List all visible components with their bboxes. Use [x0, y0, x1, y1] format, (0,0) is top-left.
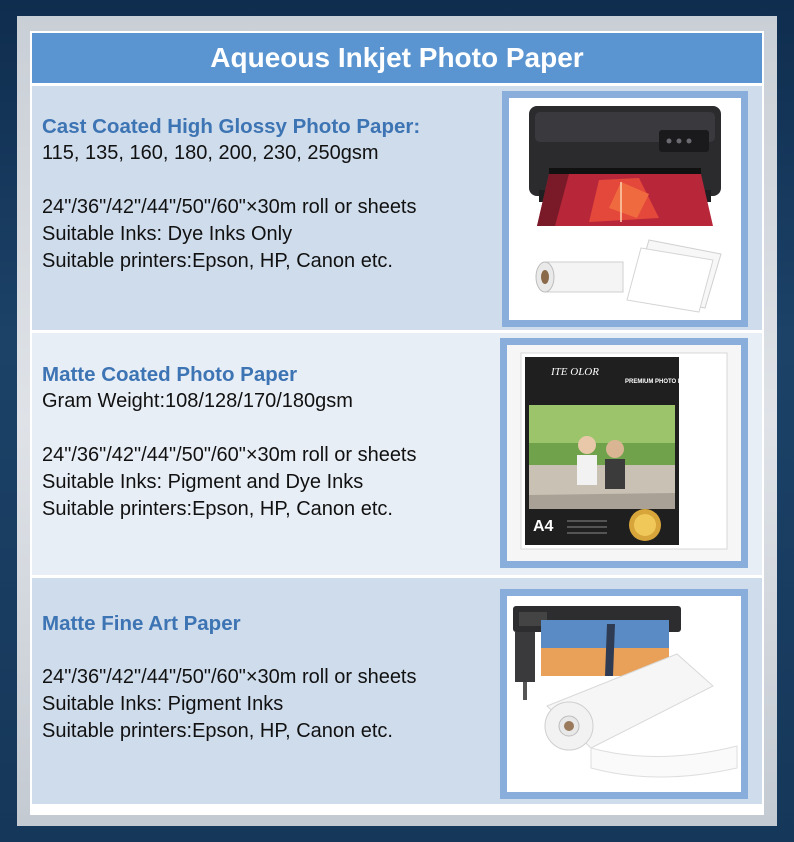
product-title: Matte Fine Art Paper	[42, 612, 241, 635]
product-text	[42, 113, 512, 275]
page-title: Aqueous Inkjet Photo Paper	[32, 33, 762, 83]
product-inks: Suitable Inks: Pigment and Dye Inks	[42, 471, 364, 493]
product-printers: Suitable printers:Epson, HP, Canon etc.	[42, 498, 393, 520]
wide-format-printer-roll-icon	[500, 589, 748, 799]
product-title: Cast Coated High Glossy Photo Paper:	[42, 115, 421, 138]
printer-with-photo-roll-icon	[502, 91, 748, 327]
product-row-matte-coated	[32, 333, 762, 575]
package-label: PREMIUM PHOTO PAPER	[625, 379, 699, 385]
package-brand: ITE OLOR	[551, 366, 599, 378]
product-inks: Suitable Inks: Pigment Inks	[42, 693, 284, 715]
product-printers: Suitable printers:Epson, HP, Canon etc.	[42, 720, 393, 742]
product-weights: 115, 135, 160, 180, 200, 230, 250gsm	[42, 142, 379, 164]
product-row-fine-art	[32, 578, 762, 804]
product-inks: Suitable Inks: Dye Inks Only	[42, 223, 293, 245]
outer-frame	[17, 16, 777, 826]
product-printers: Suitable printers:Epson, HP, Canon etc.	[42, 250, 393, 272]
product-row-glossy	[32, 86, 762, 330]
svg-text:PREMIUM PHOTO PAPER	[625, 379, 699, 385]
photo-paper-package-icon	[500, 338, 748, 568]
product-size: 24"/36"/42"/44"/50"/60"×30m roll or sheets	[42, 444, 417, 466]
product-size: 24"/36"/42"/44"/50"/60"×30m roll or sheets	[42, 666, 417, 688]
content-panel	[30, 31, 764, 815]
product-size: 24"/36"/42"/44"/50"/60"×30m roll or sheets	[42, 196, 417, 218]
product-weights: Gram Weight:108/128/170/180gsm	[42, 390, 353, 412]
product-text	[42, 610, 512, 745]
package-size-badge: A4	[533, 518, 554, 535]
product-title: Matte Coated Photo Paper	[42, 363, 298, 386]
product-text	[42, 361, 512, 523]
